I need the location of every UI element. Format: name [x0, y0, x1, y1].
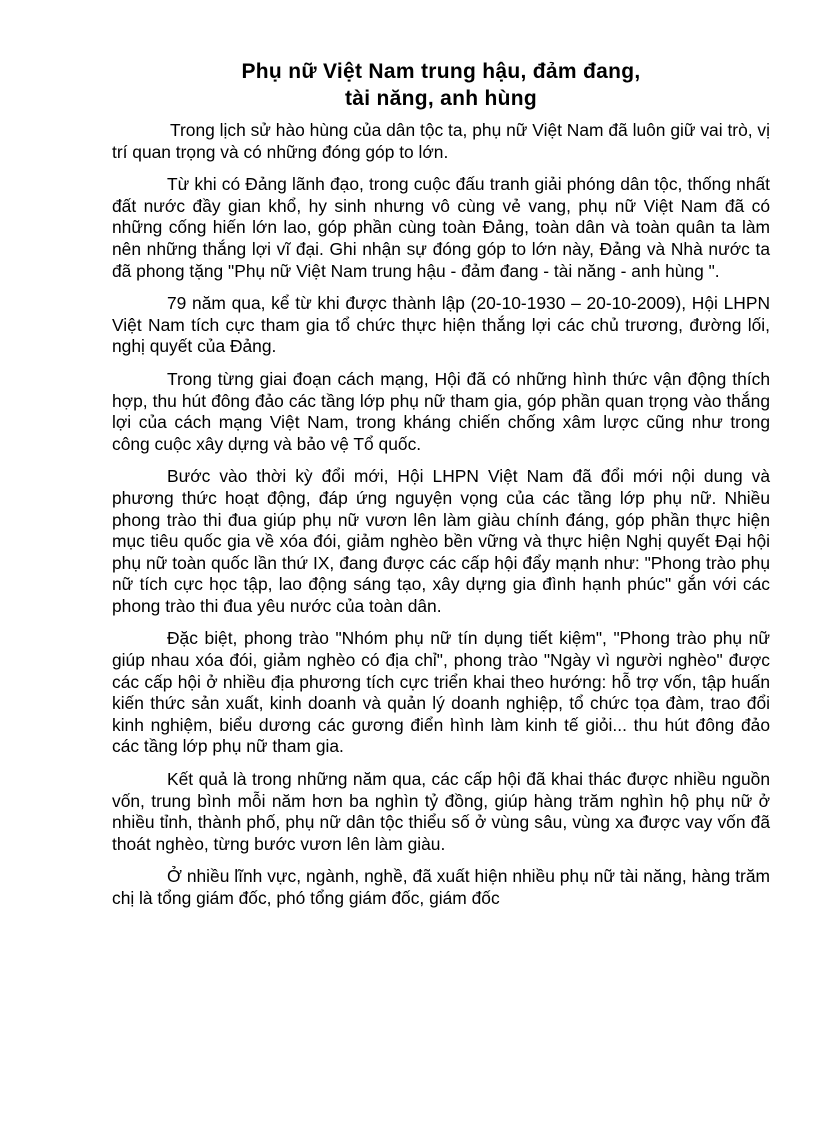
title-line-2: tài năng, anh hùng — [344, 87, 538, 110]
paragraph-8: Ở nhiều lĩnh vực, ngành, nghề, đã xuất hiện nhiều phụ nữ tài năng, hàng trăm chị là tổng giám đốc, phó tổng giám đốc, giám đốc — [112, 866, 770, 908]
paragraph-7: Kết quả là trong những năm qua, các cấp hội đã khai thác được nhiều nguồn vốn, trung bình mỗi năm hơn ba nghìn tỷ đồng, giúp hàng trăm nghìn hộ phụ nữ ở nhiều tỉnh, thành phố, phụ nữ dân tộc thiểu số ở vùng sâu, vùng xa được vay vốn đã thoát nghèo, từng bước vươn lên làm giàu. — [112, 769, 770, 854]
document-page — [112, 58, 770, 921]
paragraph-2: Từ khi có Đảng lãnh đạo, trong cuộc đấu tranh giải phóng dân tộc, thống nhất đất nước đầy gian khổ, hy sinh nhưng vô cùng vẻ vang, phụ nữ Việt Nam đã có những cống hiến lớn lao, góp phần cùng toàn Đảng, toàn dân và toàn quân ta làm nên những thắng lợi vĩ đại. Ghi nhận sự đóng góp to lớn này, Đảng và Nhà nước ta đã phong tặng "Phụ nữ Việt Nam trung hậu - đảm đang - tài năng - anh hùng ". — [112, 174, 770, 281]
title-line-1: Phụ nữ Việt Nam trung hậu, đảm đang, — [241, 60, 641, 83]
paragraph-3: 79 năm qua, kể từ khi được thành lập (20-10-1930 – 20-10-2009), Hội LHPN Việt Nam tích cực tham gia tổ chức thực hiện thắng lợi các chủ trương, đường lối, nghị quyết của Đảng. — [112, 293, 770, 357]
document-title — [112, 58, 770, 112]
paragraph-1: Trong lịch sử hào hùng của dân tộc ta, phụ nữ Việt Nam đã luôn giữ vai trò, vị trí quan trọng và có những đóng góp to lớn. — [112, 120, 770, 162]
paragraph-5: Bước vào thời kỳ đổi mới, Hội LHPN Việt Nam đã đổi mới nội dung và phương thức hoạt động, đáp ứng nguyện vọng của các tầng lớp phụ nữ. Nhiều phong trào thi đua giúp phụ nữ vươn lên làm giàu chính đáng, góp phần thực hiện mục tiêu quốc gia về xóa đói, giảm nghèo bền vững và thực hiện Nghị quyết Đại hội phụ nữ toàn quốc lần thứ IX, đang được các cấp hội đẩy mạnh như: "Phong trào phụ nữ tích cực học tập, lao động sáng tạo, xây dựng gia đình hạnh phúc" gắn với các phong trào thi đua yêu nước của toàn dân. — [112, 466, 770, 616]
paragraph-6: Đặc biệt, phong trào "Nhóm phụ nữ tín dụng tiết kiệm", "Phong trào phụ nữ giúp nhau xóa đói, giảm nghèo có địa chỉ", phong trào "Ngày vì người nghèo" được các cấp hội ở nhiều địa phương tích cực triển khai theo hướng: hỗ trợ vốn, tập huấn kiến thức sản xuất, kinh doanh và quản lý doanh nghiệp, tổ chức tọa đàm, trao đổi kinh nghiệm, biểu dương các gương điển hình làm kinh tế giỏi... thu hút đông đảo các tầng lớp phụ nữ tham gia. — [112, 628, 770, 757]
paragraph-4: Trong từng giai đoạn cách mạng, Hội đã có những hình thức vận động thích hợp, thu hút đông đảo các tầng lớp phụ nữ tham gia, góp phần quan trọng vào thắng lợi của cách mạng Việt Nam, trong kháng chiến chống xâm lược cũng như trong công cuộc xây dựng và bảo vệ Tổ quốc. — [112, 368, 770, 454]
